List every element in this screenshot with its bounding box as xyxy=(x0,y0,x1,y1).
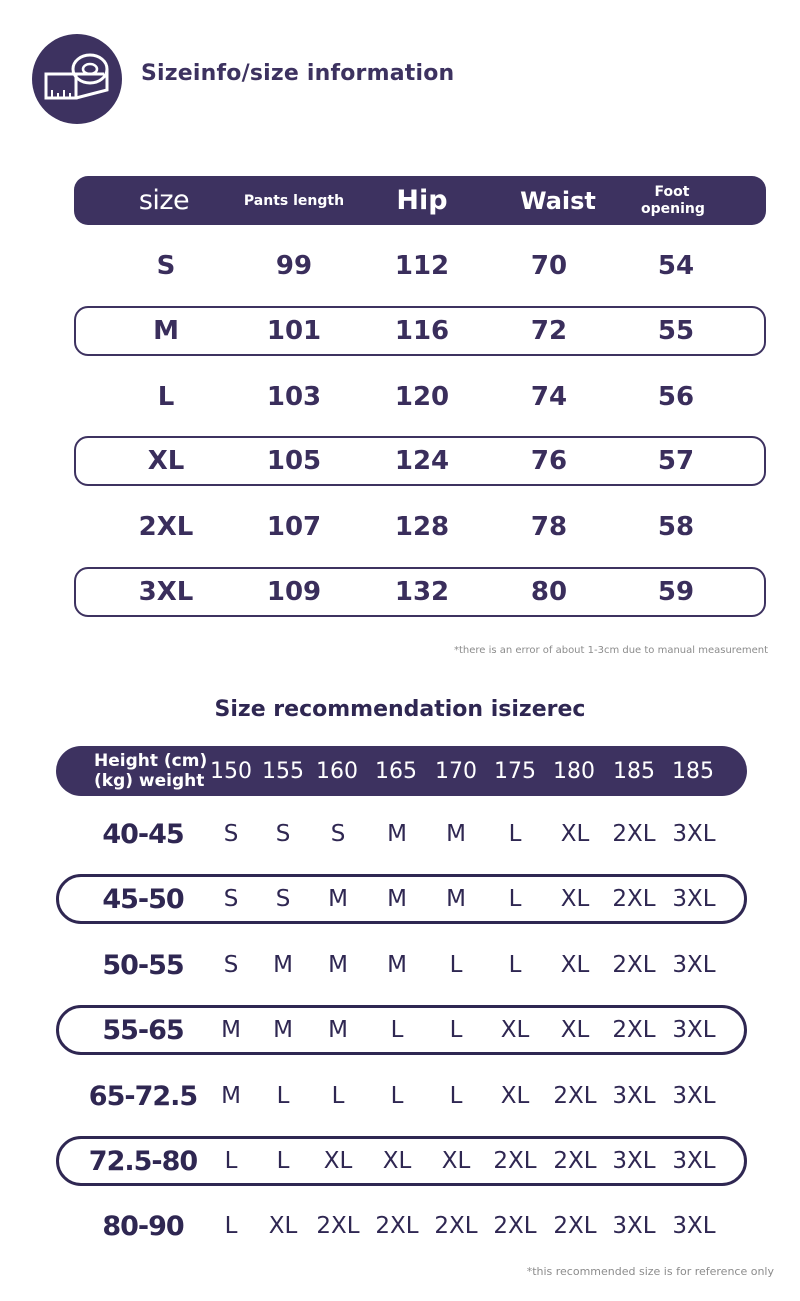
cell-waist: 78 xyxy=(530,512,568,542)
size-row xyxy=(74,502,766,552)
size-cell: 3XL xyxy=(672,1213,716,1239)
size-cell: M xyxy=(221,1083,241,1109)
recommendation-row xyxy=(56,874,747,924)
cell-hip: 124 xyxy=(394,446,450,476)
tape-measure-icon xyxy=(32,34,122,124)
size-cell: 3XL xyxy=(672,886,716,912)
size-cell: 2XL xyxy=(493,1213,537,1239)
height-180: 180 xyxy=(553,758,595,784)
cell-pants-length: 109 xyxy=(266,577,322,607)
height-185: 185 xyxy=(672,758,714,784)
reference-note: *this recommended size is for reference only xyxy=(526,1265,774,1278)
size-cell: S xyxy=(275,821,291,847)
size-cell: S xyxy=(330,821,346,847)
size-row xyxy=(74,241,766,291)
size-cell: XL xyxy=(382,1148,412,1174)
size-cell: M xyxy=(387,952,407,978)
recommendation-row xyxy=(56,1005,747,1055)
height-160: 160 xyxy=(316,758,358,784)
size-cell: 3XL xyxy=(672,1148,716,1174)
height-155: 155 xyxy=(262,758,304,784)
cell-size: S xyxy=(156,251,176,281)
size-cell: M xyxy=(328,1017,348,1043)
height-170: 170 xyxy=(435,758,477,784)
tape-measure-logo xyxy=(32,34,122,124)
recommendation-row xyxy=(56,940,747,990)
weight-cell: 40-45 xyxy=(102,818,184,850)
size-cell: 3XL xyxy=(612,1148,656,1174)
header-waist: Waist xyxy=(520,186,596,215)
size-cell: XL xyxy=(500,1017,530,1043)
size-cell: XL xyxy=(323,1148,353,1174)
size-row xyxy=(74,567,766,617)
height-185: 185 xyxy=(613,758,655,784)
cell-foot-opening: 55 xyxy=(657,316,695,346)
size-cell: 2XL xyxy=(553,1148,597,1174)
size-cell: M xyxy=(328,886,348,912)
cell-pants-length: 105 xyxy=(266,446,322,476)
size-cell: 2XL xyxy=(375,1213,419,1239)
weight-cell: 65-72.5 xyxy=(88,1080,198,1112)
cell-pants-length: 101 xyxy=(266,316,322,346)
cell-pants-length: 99 xyxy=(275,251,313,281)
cell-pants-length: 107 xyxy=(266,512,322,542)
cell-hip: 128 xyxy=(394,512,450,542)
size-cell: 3XL xyxy=(672,952,716,978)
size-cell: 2XL xyxy=(612,1017,656,1043)
page-title: Sizeinfo/size information xyxy=(141,61,455,86)
size-cell: M xyxy=(387,886,407,912)
recommendation-title: Size recommendation isizerec xyxy=(214,697,586,722)
cell-waist: 70 xyxy=(530,251,568,281)
size-cell: XL xyxy=(268,1213,298,1239)
measurement-note: *there is an error of about 1-3cm due to manual measurement xyxy=(453,645,768,656)
size-cell: 2XL xyxy=(612,886,656,912)
recommendation-row xyxy=(56,1201,747,1251)
recommendation-header xyxy=(56,746,747,796)
cell-foot-opening: 57 xyxy=(657,446,695,476)
size-cell: XL xyxy=(500,1083,530,1109)
cell-waist: 72 xyxy=(530,316,568,346)
recommendation-row xyxy=(56,1136,747,1186)
recommendation-row xyxy=(56,809,747,859)
header-height-weight: Height (cm) (kg) weight xyxy=(94,751,208,791)
size-cell: 2XL xyxy=(553,1213,597,1239)
size-cell: L xyxy=(508,821,522,847)
size-cell: M xyxy=(446,886,466,912)
header-pants-length: Pants length xyxy=(243,192,345,209)
cell-foot-opening: 59 xyxy=(657,577,695,607)
size-cell: L xyxy=(224,1148,238,1174)
cell-size: L xyxy=(157,382,175,412)
size-cell: L xyxy=(390,1083,404,1109)
size-cell: L xyxy=(449,1017,463,1043)
size-cell: 2XL xyxy=(434,1213,478,1239)
cell-hip: 116 xyxy=(394,316,450,346)
size-cell: L xyxy=(449,952,463,978)
size-cell: L xyxy=(276,1148,290,1174)
size-cell: M xyxy=(273,1017,293,1043)
size-row xyxy=(74,436,766,486)
size-cell: S xyxy=(223,952,239,978)
size-cell: 2XL xyxy=(316,1213,360,1239)
size-cell: S xyxy=(223,886,239,912)
size-cell: 2XL xyxy=(612,821,656,847)
weight-cell: 55-65 xyxy=(102,1014,184,1046)
size-cell: M xyxy=(446,821,466,847)
size-cell: 3XL xyxy=(612,1213,656,1239)
recommendation-row xyxy=(56,1071,747,1121)
size-cell: 3XL xyxy=(672,1083,716,1109)
size-cell: S xyxy=(275,886,291,912)
size-cell: M xyxy=(221,1017,241,1043)
size-cell: 2XL xyxy=(612,952,656,978)
cell-waist: 80 xyxy=(530,577,568,607)
size-cell: 3XL xyxy=(672,821,716,847)
cell-size: M xyxy=(153,316,179,346)
size-cell: S xyxy=(223,821,239,847)
size-cell: XL xyxy=(560,952,590,978)
cell-foot-opening: 54 xyxy=(657,251,695,281)
height-165: 165 xyxy=(375,758,417,784)
size-cell: L xyxy=(508,952,522,978)
cell-waist: 74 xyxy=(530,382,568,412)
cell-foot-opening: 58 xyxy=(657,512,695,542)
cell-waist: 76 xyxy=(530,446,568,476)
size-cell: XL xyxy=(560,1017,590,1043)
header-size: size xyxy=(138,185,190,216)
size-cell: L xyxy=(508,886,522,912)
cell-size: XL xyxy=(147,446,185,476)
cell-pants-length: 103 xyxy=(266,382,322,412)
header-foot-opening: Foot opening xyxy=(641,183,705,217)
height-150: 150 xyxy=(210,758,252,784)
weight-cell: 45-50 xyxy=(102,883,184,915)
cell-hip: 120 xyxy=(394,382,450,412)
size-cell: L xyxy=(276,1083,290,1109)
height-175: 175 xyxy=(494,758,536,784)
cell-size: 3XL xyxy=(138,577,194,607)
size-row xyxy=(74,306,766,356)
size-cell: L xyxy=(224,1213,238,1239)
size-cell: XL xyxy=(560,821,590,847)
size-cell: L xyxy=(449,1083,463,1109)
cell-foot-opening: 56 xyxy=(657,382,695,412)
size-cell: L xyxy=(331,1083,345,1109)
size-cell: 2XL xyxy=(493,1148,537,1174)
size-cell: 3XL xyxy=(672,1017,716,1043)
size-cell: 2XL xyxy=(553,1083,597,1109)
cell-size: 2XL xyxy=(138,512,194,542)
size-cell: XL xyxy=(560,886,590,912)
size-cell: L xyxy=(390,1017,404,1043)
weight-cell: 50-55 xyxy=(102,949,184,981)
size-cell: 3XL xyxy=(612,1083,656,1109)
size-cell: M xyxy=(328,952,348,978)
weight-cell: 72.5-80 xyxy=(88,1145,198,1177)
size-cell: M xyxy=(273,952,293,978)
size-cell: XL xyxy=(441,1148,471,1174)
size-cell: M xyxy=(387,821,407,847)
size-row xyxy=(74,372,766,422)
size-table-header xyxy=(74,176,766,225)
header-hip: Hip xyxy=(396,185,448,216)
weight-cell: 80-90 xyxy=(102,1210,184,1242)
cell-hip: 132 xyxy=(394,577,450,607)
cell-hip: 112 xyxy=(394,251,450,281)
